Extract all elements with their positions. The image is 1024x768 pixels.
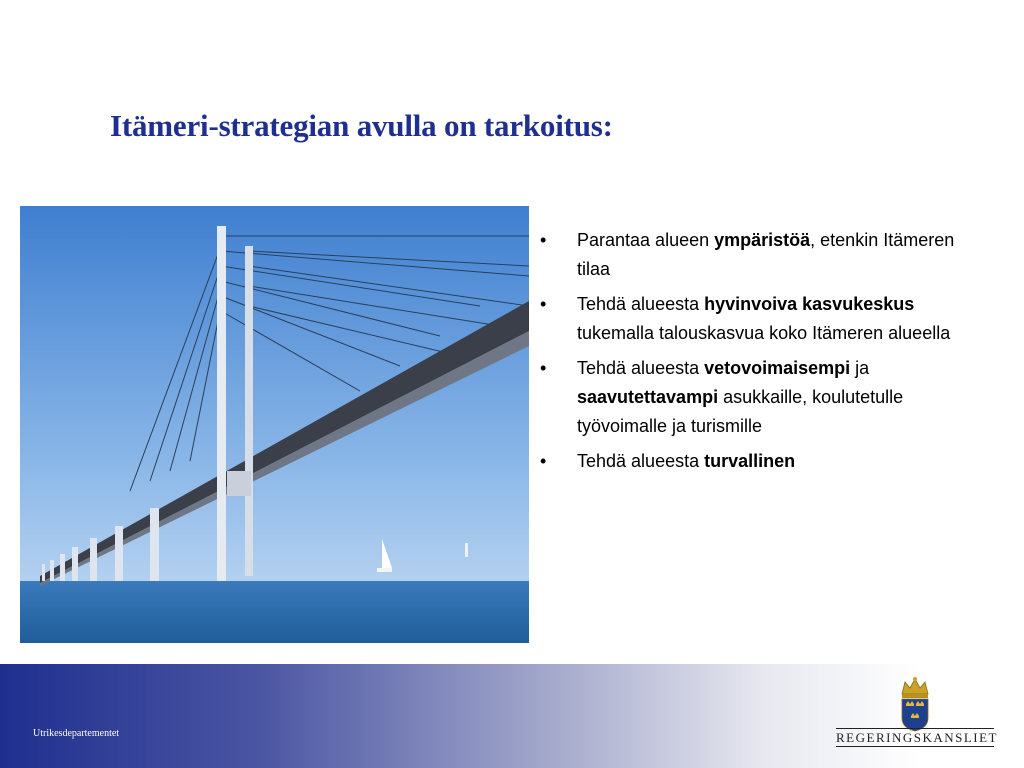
crown-shield-icon: [898, 676, 932, 732]
bullet-text: Tehdä alueesta: [577, 451, 705, 471]
bullet-list: [540, 226, 990, 482]
bullet-marker: •: [540, 294, 547, 314]
bullet-emphasis: turvallinen: [704, 451, 796, 471]
bullet-text: Parantaa alueen: [577, 230, 715, 250]
bullet-item: [540, 226, 990, 284]
bullet-text: , etenkin Itämeren tilaa: [577, 230, 955, 279]
bullet-text: tukemalla talouskasvua koko Itämeren alueella: [577, 323, 951, 343]
logo-rule-bottom: [836, 746, 994, 747]
bridge-photo: [20, 206, 529, 643]
bullet-item: [540, 354, 990, 441]
bullet-text: ja: [850, 358, 870, 378]
bullet-text: Tehdä alueesta: [577, 294, 705, 314]
bullet-emphasis: saavutettavampi: [577, 387, 719, 407]
department-name: Utrikesdepartementet: [33, 728, 120, 739]
bullet-text: asukkaille, koulutetulle työvoimalle ja turismille: [577, 387, 904, 436]
bullet-marker: •: [540, 451, 547, 471]
regeringskansliet-logo: [836, 676, 998, 748]
bullet-emphasis: vetovoimaisempi: [704, 358, 851, 378]
slide-title: Itämeri-strategian avulla on tarkoitus:: [110, 108, 613, 143]
bullet-item: [540, 447, 990, 476]
logo-wordmark: REGERINGSKANSLIET: [836, 730, 998, 745]
bullet-text: Tehdä alueesta: [577, 358, 705, 378]
bullet-marker: •: [540, 358, 547, 378]
bullet-emphasis: hyvinvoiva kasvukeskus: [704, 294, 915, 314]
bullet-marker: •: [540, 230, 547, 250]
logo-rule-top: [836, 728, 994, 729]
bullet-emphasis: ympäristöä: [714, 230, 811, 250]
bullet-item: [540, 290, 990, 348]
